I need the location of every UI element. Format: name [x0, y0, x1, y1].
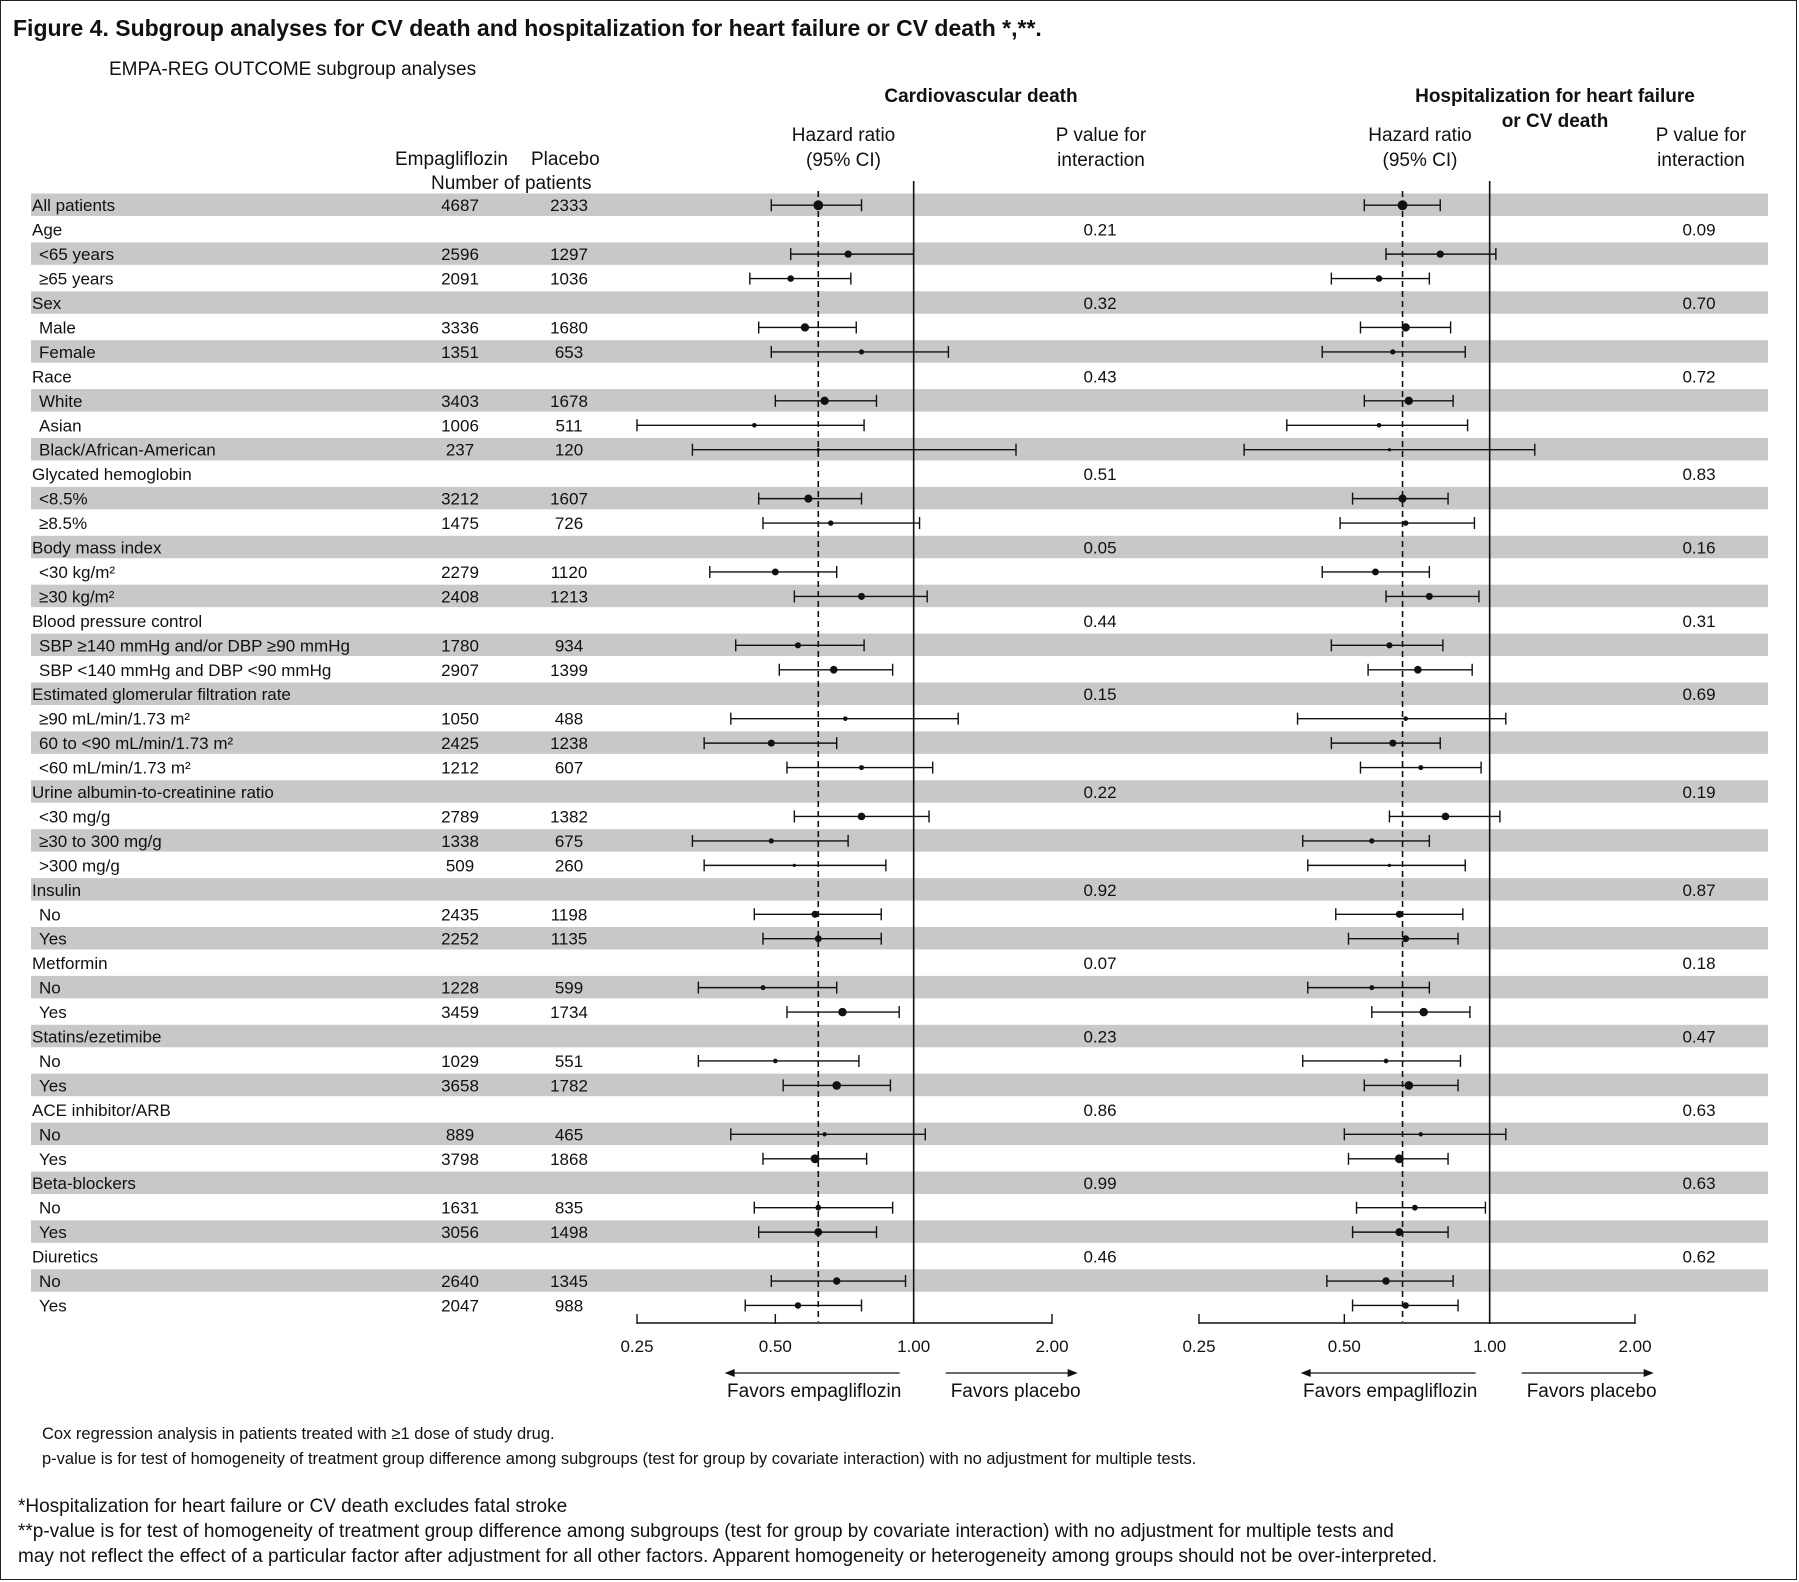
hazard-ratio-point	[1405, 397, 1413, 405]
hazard-ratio-point	[822, 1132, 826, 1136]
row-shade	[31, 976, 1768, 998]
n-empagliflozin: 1338	[441, 831, 479, 851]
hazard-ratio-point	[1376, 275, 1383, 282]
n-placebo: 1734	[550, 1003, 588, 1023]
favors-right-arrowhead	[1644, 1369, 1654, 1377]
p-value-interaction: 0.51	[1083, 465, 1117, 485]
n-placebo: 260	[554, 856, 584, 876]
hazard-ratio-point	[859, 349, 864, 354]
row-shade	[31, 487, 1768, 509]
p-value-interaction: 0.07	[1083, 954, 1117, 974]
hazard-ratio-point	[1386, 642, 1392, 648]
subgroup-label: <30 mg/g	[39, 807, 111, 827]
x-tick-label: 0.50	[1327, 1337, 1361, 1356]
n-placebo: 1498	[550, 1223, 588, 1243]
n-empagliflozin: 2091	[441, 269, 479, 289]
col-header-number-of-patients: Number of patients	[431, 173, 592, 194]
p-value-interaction: 0.46	[1083, 1247, 1117, 1267]
favors-left-arrowhead	[1301, 1369, 1311, 1377]
subgroup-label: ≥30 to 300 mg/g	[39, 831, 162, 851]
hazard-ratio-point	[814, 1228, 822, 1236]
n-placebo: 465	[554, 1125, 584, 1145]
hazard-ratio-point	[815, 1205, 821, 1211]
hazard-ratio-point	[772, 569, 779, 576]
n-placebo: 1782	[550, 1076, 588, 1096]
n-empagliflozin: 2279	[441, 562, 479, 582]
panel1-p-header: P value for	[1055, 125, 1147, 146]
hazard-ratio-point	[1442, 813, 1450, 821]
n-empagliflozin: 3798	[441, 1149, 479, 1169]
p-value-interaction: 0.18	[1682, 954, 1716, 974]
p-value-interaction: 0.83	[1682, 465, 1716, 485]
hazard-ratio-point	[859, 765, 864, 770]
n-placebo: 726	[554, 514, 584, 534]
subgroup-label: ≥90 mL/min/1.73 m²	[39, 709, 191, 729]
subgroup-label: Yes	[39, 1296, 67, 1316]
panel2-title: Hospitalization for heart failure	[1415, 86, 1695, 107]
p-value-interaction: 0.47	[1682, 1027, 1716, 1047]
hazard-ratio-point	[815, 935, 822, 942]
p-value-interaction: 0.69	[1682, 685, 1716, 705]
p-value-interaction: 0.31	[1682, 611, 1716, 631]
subgroup-label: White	[39, 391, 83, 411]
subgroup-label: Yes	[39, 1149, 67, 1169]
hazard-ratio-point	[1388, 448, 1391, 451]
n-empagliflozin: 2435	[441, 905, 479, 925]
hazard-ratio-point	[795, 642, 801, 648]
n-empagliflozin: 2408	[441, 587, 479, 607]
n-placebo: 607	[554, 758, 584, 778]
hazard-ratio-point	[1419, 1132, 1423, 1136]
footnote-cox: Cox regression analysis in patients treated with ≥1 dose of study drug.	[42, 1425, 555, 1443]
n-empagliflozin: 237	[445, 440, 475, 460]
n-empagliflozin: 1631	[441, 1198, 479, 1218]
n-placebo: 120	[554, 440, 584, 460]
hazard-ratio-point	[773, 1059, 778, 1064]
hazard-ratio-point	[844, 250, 851, 257]
hazard-ratio-point	[843, 716, 848, 721]
hazard-ratio-point	[1372, 569, 1379, 576]
n-placebo: 1399	[550, 660, 588, 680]
n-empagliflozin: 1351	[441, 342, 479, 362]
p-value-interaction: 0.19	[1682, 783, 1716, 803]
favors-empagliflozin-label: Favors empagliflozin	[727, 1381, 902, 1402]
hazard-ratio-point	[769, 838, 774, 843]
group-label: Race	[32, 367, 72, 387]
subgroup-label: No	[39, 1051, 61, 1071]
hazard-ratio-point	[820, 397, 828, 405]
subgroup-label: No	[39, 1125, 61, 1145]
hazard-ratio-point	[1395, 1154, 1404, 1163]
n-placebo: 1213	[550, 587, 588, 607]
n-empagliflozin: 2789	[441, 807, 479, 827]
group-label: Glycated hemoglobin	[32, 465, 192, 485]
n-empagliflozin: 3459	[441, 1003, 479, 1023]
subgroup-label: Male	[39, 318, 76, 338]
row-shade	[31, 780, 1768, 802]
hazard-ratio-point	[1403, 716, 1408, 721]
n-empagliflozin: 3212	[441, 489, 479, 509]
n-empagliflozin: 1475	[441, 514, 479, 534]
n-placebo: 1678	[550, 391, 588, 411]
group-label: Statins/ezetimibe	[32, 1027, 162, 1047]
n-placebo: 1036	[550, 269, 588, 289]
n-empagliflozin: 1029	[441, 1051, 479, 1071]
row-shade	[31, 927, 1768, 949]
p-value-interaction: 0.99	[1083, 1174, 1117, 1194]
p-value-interaction: 0.63	[1682, 1174, 1716, 1194]
hazard-ratio-point	[1388, 864, 1391, 867]
group-label: Urine albumin-to-creatinine ratio	[32, 783, 274, 803]
p-value-interaction: 0.44	[1083, 611, 1117, 631]
n-empagliflozin: 2047	[441, 1296, 479, 1316]
subgroup-label: <8.5%	[39, 489, 88, 509]
n-empagliflozin: 3658	[441, 1076, 479, 1096]
subgroup-label: Yes	[39, 1003, 67, 1023]
hazard-ratio-point	[787, 275, 794, 282]
hazard-ratio-point	[1398, 200, 1408, 210]
subgroup-label: ≥65 years	[39, 269, 114, 289]
row-shade	[31, 683, 1768, 705]
hazard-ratio-point	[1412, 1205, 1418, 1211]
hazard-ratio-point	[1389, 740, 1396, 747]
hazard-ratio-point	[1377, 423, 1382, 428]
x-tick-label: 0.25	[620, 1337, 654, 1356]
p-value-interaction: 0.21	[1083, 220, 1117, 240]
favors-placebo-label: Favors placebo	[950, 1381, 1081, 1402]
subgroup-label: No	[39, 905, 61, 925]
p-value-interaction: 0.62	[1682, 1247, 1716, 1267]
col-header-placebo: Placebo	[531, 149, 600, 170]
hazard-ratio-point	[1402, 935, 1409, 942]
hazard-ratio-point	[1403, 520, 1409, 526]
n-empagliflozin: 2425	[441, 734, 479, 754]
footnote-star2: **p-value is for test of homogeneity of treatment group difference among subgroups (test for group by covariate interaction) with no adjustment for multiple tests and	[18, 1521, 1394, 1542]
subgroup-label: All patients	[32, 196, 116, 216]
subgroup-label: SBP ≥140 mmHg and/or DBP ≥90 mmHg	[39, 636, 350, 656]
row-shade	[31, 1172, 1768, 1194]
hazard-ratio-point	[1404, 1081, 1413, 1090]
hazard-ratio-point	[1437, 250, 1444, 257]
favors-empagliflozin-label: Favors empagliflozin	[1303, 1381, 1478, 1402]
hazard-ratio-point	[811, 911, 818, 918]
subgroup-label: Female	[39, 342, 96, 362]
n-empagliflozin: 3336	[441, 318, 479, 338]
hazard-ratio-point	[1398, 495, 1406, 503]
hazard-ratio-point	[1402, 323, 1410, 331]
hazard-ratio-point	[828, 520, 834, 526]
panel2-p-header-2: interaction	[1657, 150, 1745, 171]
hazard-ratio-point	[858, 593, 865, 600]
subgroup-label: <65 years	[39, 245, 115, 265]
n-placebo: 1135	[550, 929, 588, 949]
n-empagliflozin: 4687	[441, 196, 479, 216]
hazard-ratio-point	[801, 323, 809, 331]
subgroup-label: Yes	[39, 1076, 67, 1096]
n-empagliflozin: 1050	[441, 709, 479, 729]
subgroup-label: 60 to <90 mL/min/1.73 m²	[39, 734, 234, 754]
hazard-ratio-point	[1384, 1059, 1389, 1064]
n-placebo: 1297	[550, 245, 588, 265]
n-placebo: 599	[554, 978, 584, 998]
favors-placebo-label: Favors placebo	[1526, 1381, 1657, 1402]
p-value-interaction: 0.23	[1083, 1027, 1117, 1047]
hazard-ratio-point	[1419, 1008, 1427, 1016]
n-placebo: 1382	[550, 807, 588, 827]
figure-title: Figure 4. Subgroup analyses for CV death and hospitalization for heart failure or CV death *,**.	[13, 15, 1042, 41]
n-placebo: 1120	[550, 562, 588, 582]
n-placebo: 551	[554, 1051, 584, 1071]
group-label: Metformin	[32, 954, 108, 974]
hazard-ratio-point	[1369, 838, 1374, 843]
group-label: ACE inhibitor/ARB	[32, 1100, 171, 1120]
subgroup-label: SBP <140 mmHg and DBP <90 mmHg	[39, 660, 332, 680]
panel1-ci-header: (95% CI)	[806, 150, 881, 171]
row-shade	[31, 1074, 1768, 1096]
footnote-pvalue: p-value is for test of homogeneity of treatment group difference among subgroups (test for group by covariate interaction) with no adjustment for multiple tests.	[42, 1450, 1197, 1468]
subgroup-label: <30 kg/m²	[39, 562, 116, 582]
n-placebo: 1238	[550, 734, 588, 754]
favors-right-arrowhead	[1068, 1369, 1078, 1377]
x-tick-label: 1.00	[1473, 1337, 1507, 1356]
subgroup-label: Black/African-American	[39, 440, 216, 460]
hazard-ratio-point	[858, 813, 866, 821]
panel2-ci-header: (95% CI)	[1382, 150, 1458, 171]
n-placebo: 488	[554, 709, 584, 729]
x-tick-label: 1.00	[897, 1337, 931, 1356]
p-value-interaction: 0.92	[1083, 880, 1117, 900]
hazard-ratio-point	[833, 1277, 840, 1284]
x-tick-label: 2.00	[1035, 1337, 1069, 1356]
hazard-ratio-point	[768, 740, 775, 747]
group-label: Diuretics	[32, 1247, 99, 1267]
hazard-ratio-point	[1426, 593, 1433, 600]
n-empagliflozin: 2640	[441, 1272, 479, 1292]
subgroup-label: <60 mL/min/1.73 m²	[39, 758, 191, 778]
hazard-ratio-point	[813, 200, 823, 210]
group-label: Insulin	[32, 880, 82, 900]
n-placebo: 988	[554, 1296, 584, 1316]
n-placebo: 675	[554, 831, 584, 851]
panel1-title: Cardiovascular death	[884, 86, 1078, 107]
group-label: Age	[32, 220, 63, 240]
panel2-p-header: P value for	[1655, 125, 1747, 146]
p-value-interaction: 0.72	[1682, 367, 1716, 387]
hazard-ratio-point	[1414, 666, 1422, 674]
n-placebo: 1345	[550, 1272, 588, 1292]
subgroup-label: >300 mg/g	[39, 856, 120, 876]
row-shade	[31, 291, 1768, 313]
n-placebo: 2333	[550, 196, 588, 216]
panel2-hr-header: Hazard ratio	[1368, 125, 1472, 146]
p-value-interaction: 0.70	[1682, 294, 1716, 314]
x-tick-label: 0.25	[1182, 1337, 1216, 1356]
group-label: Estimated glomerular filtration rate	[32, 685, 291, 705]
hazard-ratio-point	[817, 448, 820, 451]
row-shade	[31, 194, 1768, 216]
n-placebo: 1868	[550, 1149, 588, 1169]
subgroup-label: Yes	[39, 929, 67, 949]
n-placebo: 934	[554, 636, 584, 656]
favors-left-arrowhead	[725, 1369, 735, 1377]
n-empagliflozin: 2907	[441, 660, 479, 680]
hazard-ratio-point	[811, 1154, 820, 1163]
n-empagliflozin: 2252	[441, 929, 479, 949]
hazard-ratio-point	[830, 666, 838, 674]
x-tick-label: 2.00	[1618, 1337, 1652, 1356]
figure-subtitle: EMPA-REG OUTCOME subgroup analyses	[109, 59, 477, 80]
subgroup-label: No	[39, 1272, 61, 1292]
n-placebo: 653	[554, 342, 584, 362]
p-value-interaction: 0.09	[1682, 220, 1716, 240]
hazard-ratio-point	[832, 1081, 841, 1090]
row-shade	[31, 1220, 1768, 1242]
panel2-title-2: or CV death	[1501, 111, 1609, 132]
footnote-star2-cont: may not reflect the effect of a particular factor after adjustment for all other factors. Apparent homogeneity or heterogeneity among groups should not be over-interpreted.	[18, 1546, 1438, 1567]
p-value-interaction: 0.63	[1682, 1100, 1716, 1120]
panel1-hr-header: Hazard ratio	[791, 125, 896, 146]
hazard-ratio-point	[752, 423, 757, 428]
n-empagliflozin: 3056	[441, 1223, 479, 1243]
row-shade	[31, 829, 1768, 851]
n-placebo: 1680	[550, 318, 588, 338]
group-label: Beta-blockers	[32, 1174, 136, 1194]
p-value-interaction: 0.43	[1083, 367, 1117, 387]
n-placebo: 1607	[550, 489, 588, 509]
n-placebo: 835	[554, 1198, 584, 1218]
hazard-ratio-point	[804, 495, 812, 503]
hazard-ratio-point	[1418, 765, 1423, 770]
p-value-interaction: 0.32	[1083, 294, 1117, 314]
n-placebo: 1198	[550, 905, 588, 925]
hazard-ratio-point	[1390, 349, 1395, 354]
footnote-star1: *Hospitalization for heart failure or CV death excludes fatal stroke	[18, 1496, 568, 1517]
hazard-ratio-point	[760, 985, 765, 990]
row-shade	[31, 731, 1768, 753]
subgroup-label: ≥30 kg/m²	[39, 587, 115, 607]
hazard-ratio-point	[838, 1008, 846, 1016]
hazard-ratio-point	[793, 864, 796, 867]
hazard-ratio-point	[1382, 1277, 1389, 1284]
row-shade	[31, 389, 1768, 411]
group-label: Sex	[32, 294, 62, 314]
subgroup-label: ≥8.5%	[39, 514, 88, 534]
hazard-ratio-point	[1395, 1228, 1403, 1236]
group-label: Body mass index	[32, 538, 162, 558]
p-value-interaction: 0.16	[1682, 538, 1716, 558]
col-header-empagliflozin: Empagliflozin	[395, 149, 508, 170]
subgroup-label: Asian	[39, 416, 82, 436]
hazard-ratio-point	[795, 1302, 801, 1308]
n-empagliflozin: 1228	[441, 978, 479, 998]
p-value-interaction: 0.86	[1083, 1100, 1117, 1120]
row-shade	[31, 1025, 1768, 1047]
panel1-p-header-2: interaction	[1057, 150, 1145, 171]
p-value-interaction: 0.87	[1682, 880, 1716, 900]
subgroup-label: No	[39, 1198, 61, 1218]
n-empagliflozin: 1006	[441, 416, 479, 436]
n-empagliflozin: 509	[445, 856, 475, 876]
p-value-interaction: 0.15	[1083, 685, 1117, 705]
row-shade	[31, 878, 1768, 900]
subgroup-label: No	[39, 978, 61, 998]
n-empagliflozin: 889	[445, 1125, 475, 1145]
x-tick-label: 0.50	[758, 1337, 792, 1356]
subgroup-label: Yes	[39, 1223, 67, 1243]
group-label: Blood pressure control	[32, 611, 203, 631]
hazard-ratio-point	[1402, 1302, 1408, 1308]
hazard-ratio-point	[1369, 985, 1374, 990]
n-empagliflozin: 1212	[441, 758, 479, 778]
n-placebo: 511	[555, 416, 583, 436]
forest-plot	[1, 1, 1798, 1581]
n-empagliflozin: 2596	[441, 245, 479, 265]
row-shade	[31, 536, 1768, 558]
n-empagliflozin: 3403	[441, 391, 479, 411]
n-empagliflozin: 1780	[441, 636, 479, 656]
hazard-ratio-point	[1396, 911, 1403, 918]
p-value-interaction: 0.05	[1083, 538, 1117, 558]
p-value-interaction: 0.22	[1083, 783, 1117, 803]
